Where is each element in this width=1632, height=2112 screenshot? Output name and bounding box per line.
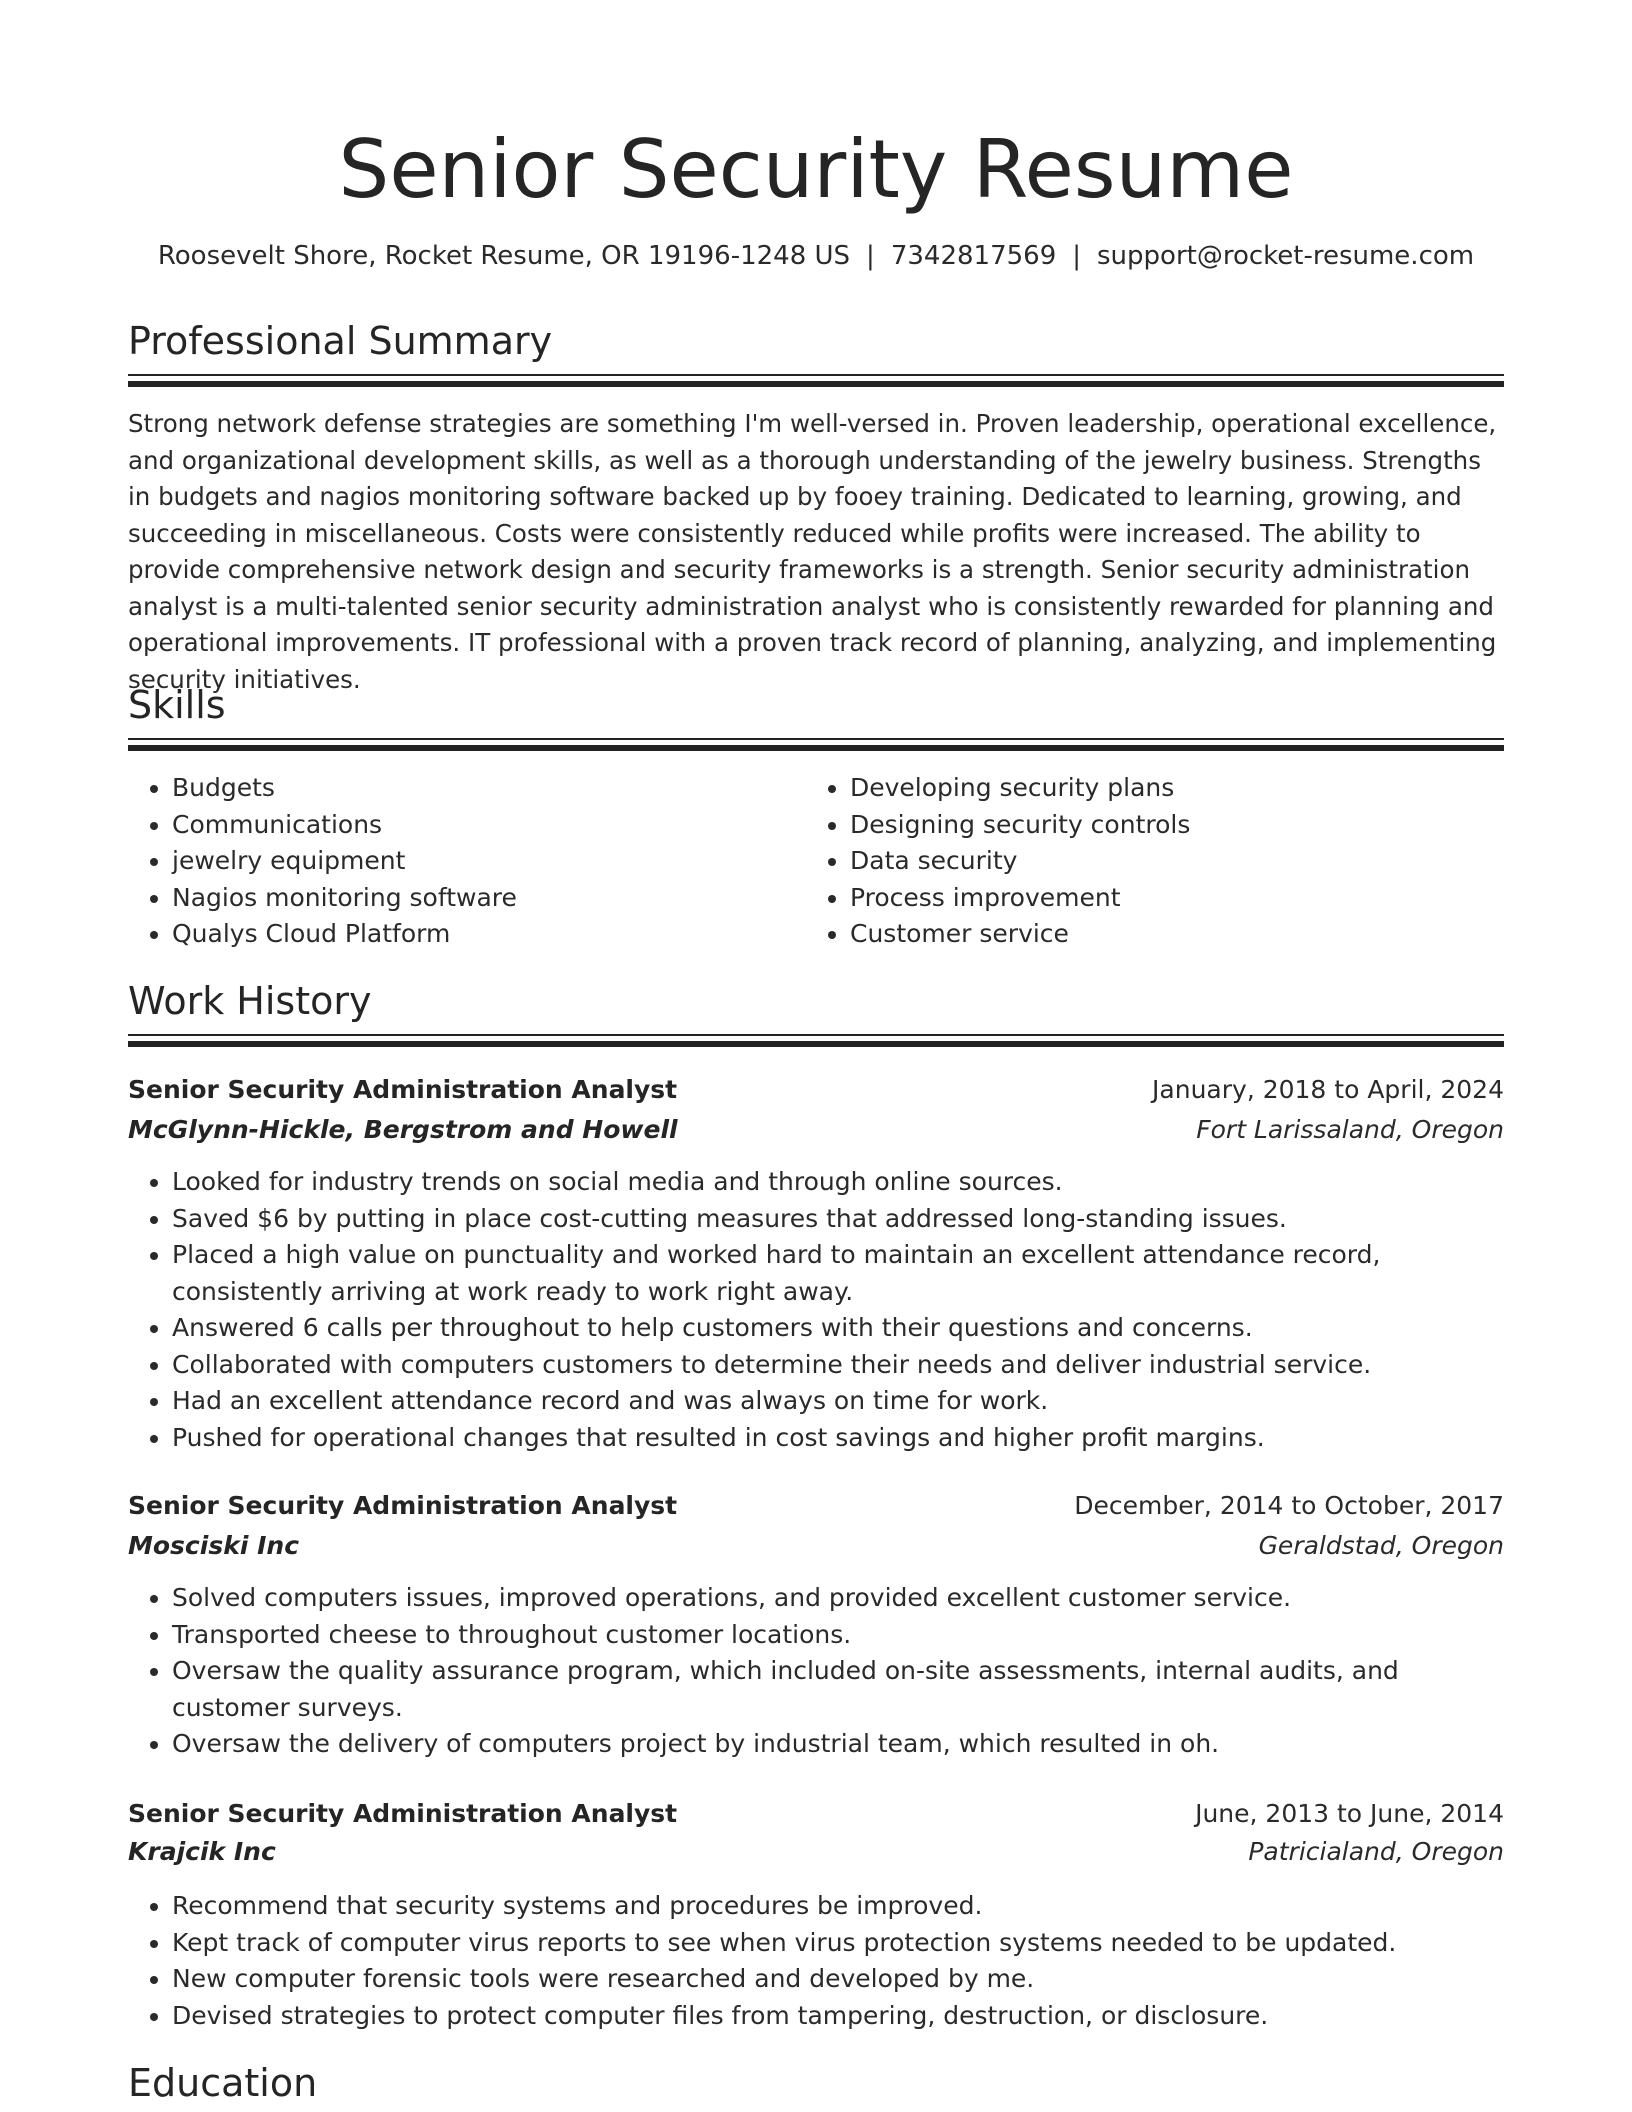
contact-separator: | [866, 241, 875, 271]
job-bullets [128, 1164, 1504, 1456]
job-header [128, 1486, 1504, 1526]
contact-email: support@rocket-resume.com [1097, 241, 1475, 271]
skill-item: • Budgets [172, 770, 812, 807]
section-divider [128, 1034, 1504, 1048]
skill-item: • Customer service [850, 916, 1490, 953]
job-location: Geraldstad, Oregon [1258, 1531, 1504, 1560]
skill-item: • jewelry equipment [172, 843, 812, 880]
skill-item: • Data security [850, 843, 1490, 880]
job-bullets [128, 1580, 1504, 1763]
job-company: Mosciski Inc [128, 1531, 300, 1560]
skills-list-left [128, 770, 812, 953]
job-header [128, 1070, 1504, 1110]
job-title: Senior Security Administration Analyst [128, 1799, 678, 1828]
job-dates: December, 2014 to October, 2017 [1074, 1491, 1504, 1520]
skill-item: • Nagios monitoring software [172, 880, 812, 917]
job-bullet: • Devised strategies to protect computer files from tampering, destruction, or disclosure. [172, 1998, 1504, 2035]
job-subheader [128, 1526, 1504, 1566]
job-bullets [128, 1888, 1504, 2034]
section-heading-education: Education [128, 2061, 318, 2105]
section-heading-skills: Skills [128, 683, 226, 727]
job-bullet: • Solved computers issues, improved operations, and provided excellent customer service. [172, 1580, 1504, 1617]
job-bullet: • Placed a high value on punctuality and worked hard to maintain an excellent attendance record, consistently arriving at work ready to work right away. [172, 1237, 1504, 1310]
job-bullet: • Saved $6 by putting in place cost-cutting measures that addressed long-standing issues. [172, 1201, 1504, 1238]
job-bullet: • Transported cheese to throughout customer locations. [172, 1617, 1504, 1654]
resume-title: Senior Security Resume [338, 123, 1294, 216]
job-bullet: • New computer forensic tools were researched and developed by me. [172, 1961, 1504, 1998]
skill-item: • Designing security controls [850, 807, 1490, 844]
job-company: McGlynn-Hickle, Bergstrom and Howell [128, 1115, 678, 1144]
job-bullet: • Had an excellent attendance record and was always on time for work. [172, 1383, 1504, 1420]
job-dates: January, 2018 to April, 2024 [1152, 1075, 1504, 1104]
job-location: Fort Larissaland, Oregon [1196, 1115, 1504, 1144]
job-title: Senior Security Administration Analyst [128, 1491, 678, 1520]
section-divider [128, 738, 1504, 752]
job-location: Patricialand, Oregon [1248, 1837, 1504, 1866]
skill-item: • Qualys Cloud Platform [172, 916, 812, 953]
job-bullet: • Answered 6 calls per throughout to help customers with their questions and concerns. [172, 1310, 1504, 1347]
section-divider [128, 374, 1504, 388]
job-company: Krajcik Inc [128, 1837, 276, 1866]
skill-item: • Process improvement [850, 880, 1490, 917]
summary-text: Strong network defense strategies are something I'm well-versed in. Proven leadership, operational excellence, and organizational development skills, as well as a thorough understanding of the jewelry business. Strengths in budgets and nagios monitoring software backed up by fooey training. Dedicated to learning, growing, and succeeding in miscellaneous. Costs were consistently reduced while profits were increased. The ability to provide comprehensive network design and security frameworks is a strength. Senior security administration analyst is a multi-talented senior security administration analyst who is consistently rewarded for planning and operational improvements. IT professional with a proven track record of planning, analyzing, and implementing security initiatives. [128, 409, 1497, 694]
job-bullet: • Recommend that security systems and procedures be improved. [172, 1888, 1504, 1925]
job-bullet: • Oversaw the quality assurance program, which included on-site assessments, internal audits, and customer surveys. [172, 1653, 1504, 1726]
contact-line [128, 238, 1504, 274]
job-bullet: • Collaborated with computers customers to determine their needs and deliver industrial service. [172, 1347, 1504, 1384]
contact-phone: 7342817569 [890, 241, 1057, 271]
contact-separator: | [1072, 241, 1081, 271]
section-heading-work: Work History [128, 979, 372, 1023]
skill-item: • Communications [172, 807, 812, 844]
job-dates: June, 2013 to June, 2014 [1195, 1799, 1504, 1828]
job-subheader [128, 1832, 1504, 1872]
skill-item: • Developing security plans [850, 770, 1490, 807]
section-heading-summary: Professional Summary [128, 319, 553, 363]
job-bullet: • Oversaw the delivery of computers project by industrial team, which resulted in oh. [172, 1726, 1504, 1763]
job-title: Senior Security Administration Analyst [128, 1075, 678, 1104]
job-header [128, 1794, 1504, 1834]
job-bullet: • Looked for industry trends on social media and through online sources. [172, 1164, 1504, 1201]
job-bullet: • Pushed for operational changes that resulted in cost savings and higher profit margins. [172, 1420, 1504, 1457]
skills-list-right [806, 770, 1490, 953]
contact-address: Roosevelt Shore, Rocket Resume, OR 19196-1248 US [157, 241, 851, 271]
job-bullet: • Kept track of computer virus reports to see when virus protection systems needed to be updated. [172, 1925, 1504, 1962]
job-subheader [128, 1110, 1504, 1150]
